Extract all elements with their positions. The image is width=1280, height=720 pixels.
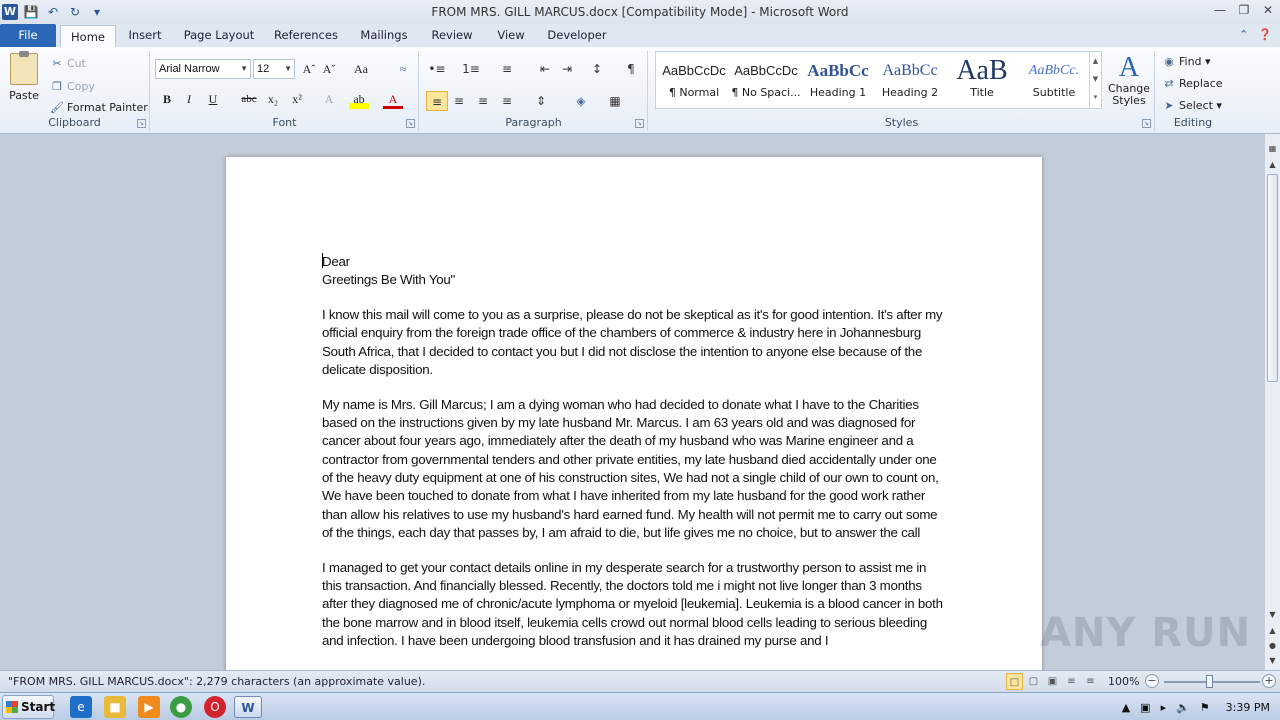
style-heading-2-sample: AaBbCc (882, 62, 938, 79)
ribbon-right-icons (1239, 28, 1272, 41)
full-screen-reading-icon[interactable]: ▢ (1028, 676, 1039, 687)
style-normal-label: ¶ Normal (668, 86, 720, 99)
italic-icon[interactable]: I (187, 92, 191, 106)
chevron-up-icon[interactable]: ▲ (1092, 57, 1099, 65)
word-app-icon[interactable]: W (3, 5, 17, 18)
chevron-down-icon: ▼ (284, 64, 292, 73)
clock[interactable]: 3:39 PM (1225, 700, 1270, 714)
borders-icon[interactable]: ▦ (609, 94, 621, 108)
window-title: FROM MRS. GILL MARCUS.docx [Compatibility Mode] - Microsoft Word (431, 5, 849, 19)
clipboard-group (0, 51, 150, 131)
system-tray (1122, 693, 1280, 720)
style-no-spacing-label: ¶ No Spaci... (731, 86, 801, 99)
style-title-sample: AaB (956, 55, 1008, 86)
bold-icon[interactable]: B (162, 92, 171, 106)
copy-button[interactable] (50, 80, 95, 93)
network-icon[interactable]: ▣ (1140, 700, 1151, 714)
align-right-icon[interactable]: ≡ (477, 94, 489, 108)
sort-icon[interactable]: ↕ (591, 62, 603, 76)
style-heading-1-sample: AaBbCc (807, 61, 869, 80)
font-group (151, 51, 419, 131)
minimize-ribbon-icon[interactable]: ⌃ (1239, 28, 1249, 41)
styles-group-label: Styles (884, 116, 919, 129)
media-player-icon[interactable]: ▶ (138, 696, 160, 718)
style-heading-2[interactable] (874, 54, 946, 108)
paragraph-group (420, 51, 648, 131)
font-color-icon[interactable]: A (383, 89, 403, 109)
paste-label: Paste (9, 89, 39, 102)
style-subtitle-label: Subtitle (1032, 86, 1076, 99)
change-case-icon[interactable]: Aa (354, 62, 368, 76)
find-button[interactable]: ◉ Find ▾ (1162, 55, 1211, 68)
clipboard-group-label: Clipboard (48, 116, 101, 129)
align-center-icon[interactable]: ≡ (453, 94, 465, 108)
status-bar (0, 670, 1280, 692)
grow-font-icon[interactable]: Aˆ (302, 62, 316, 76)
ruler-toggle-icon[interactable]: ▦ (1268, 144, 1277, 153)
chevron-down-icon: ▼ (240, 64, 248, 73)
tab-review[interactable]: Review (431, 28, 473, 42)
title-bar (0, 0, 1280, 24)
font-launcher-icon[interactable]: ↘ (407, 120, 414, 127)
clipboard-launcher-icon[interactable]: ↘ (138, 120, 145, 127)
ribbon-tabs (0, 24, 1280, 47)
select-button[interactable]: ➤ Select ▾ (1162, 99, 1222, 112)
change-styles-button[interactable] (1106, 53, 1152, 107)
font-name-combo[interactable] (155, 59, 251, 79)
subscript-icon[interactable]: x₂ (267, 92, 279, 106)
greeting-line: Greetings Be With You" (322, 272, 456, 288)
taskbar (0, 692, 1280, 720)
clear-formatting-icon[interactable]: ≈ (399, 62, 407, 76)
multilevel-list-icon[interactable]: ≡ (501, 62, 513, 76)
view-buttons (1006, 673, 1099, 690)
save-icon[interactable]: 💾 (23, 5, 39, 19)
tab-insert[interactable]: Insert (128, 28, 162, 42)
style-no-spacing[interactable] (730, 54, 802, 108)
shrink-font-icon[interactable]: Aˇ (322, 62, 336, 76)
style-heading-1[interactable] (802, 54, 874, 108)
tab-developer[interactable]: Developer (547, 28, 607, 42)
editing-group (1156, 51, 1230, 131)
undo-icon[interactable]: ↶ (47, 5, 59, 19)
tab-page-layout[interactable]: Page Layout (183, 28, 255, 42)
style-subtitle-sample: AaBbCc. (1028, 63, 1080, 78)
select-label: Select (1179, 99, 1213, 112)
paste-icon (10, 53, 38, 85)
style-heading-2-label: Heading 2 (881, 86, 939, 99)
scissors-icon: ✂ (52, 57, 62, 70)
cursor-icon: ➤ (1164, 99, 1174, 112)
style-normal-sample: AaBbCcDc (662, 63, 726, 78)
chrome-icon[interactable]: ● (170, 696, 192, 718)
action-center-icon[interactable]: ▸ (1160, 700, 1167, 714)
style-heading-1-label: Heading 1 (809, 86, 867, 99)
document-area (0, 134, 1264, 670)
format-painter-button[interactable] (50, 101, 148, 114)
scroll-down-icon[interactable]: ▼ (1269, 610, 1276, 619)
text-effects-icon[interactable]: A (324, 92, 334, 106)
style-title-label: Title (970, 86, 994, 99)
style-normal[interactable] (658, 54, 730, 108)
styles-gallery (655, 51, 1102, 109)
scroll-up-icon[interactable]: ▲ (1269, 160, 1276, 169)
shading-icon[interactable]: ◈ (576, 94, 586, 108)
bullets-icon[interactable]: •≡ (428, 62, 446, 76)
zoom-slider-thumb[interactable] (1206, 675, 1213, 688)
line-spacing-icon[interactable]: ⇕ (535, 94, 547, 108)
styles-launcher-icon[interactable]: ↘ (1143, 120, 1150, 127)
paste-button[interactable] (6, 53, 42, 102)
numbering-icon[interactable]: 1≡ (462, 62, 480, 76)
tab-view[interactable]: View (497, 28, 525, 42)
redo-icon[interactable]: ↻ (69, 5, 81, 19)
change-styles-label: Change Styles (1107, 82, 1151, 107)
tab-home[interactable]: Home (60, 25, 116, 48)
font-size-combo[interactable] (253, 59, 295, 79)
browse-object-icon[interactable]: ● (1269, 641, 1276, 650)
font-name-value: Arial Narrow (159, 63, 220, 75)
replace-label: Replace (1179, 77, 1223, 90)
align-left-icon[interactable]: ≡ (426, 91, 448, 111)
justify-icon[interactable]: ≡ (501, 94, 513, 108)
chevron-down-icon[interactable]: ▼ (1092, 75, 1099, 83)
style-subtitle[interactable] (1018, 54, 1090, 108)
watermark: ANY RUN (1040, 610, 1252, 656)
close-icon[interactable]: ✕ (1262, 3, 1274, 17)
outline-icon[interactable]: ≡ (1067, 676, 1076, 687)
strikethrough-icon[interactable]: abc (241, 93, 257, 105)
print-layout-icon[interactable]: □ (1006, 673, 1023, 690)
superscript-icon[interactable]: x² (292, 92, 302, 106)
find-label: Find (1179, 55, 1202, 68)
scrollbar-thumb[interactable] (1267, 174, 1278, 382)
copy-label: Copy (67, 80, 95, 93)
internet-explorer-icon[interactable]: e (70, 696, 92, 718)
paragraph-2: My name is Mrs. Gill Marcus; I am a dying woman who had decided to donate what I have to the Charities based on the instructions given by my late husband Mr. Marcus. I am 63 years old and was diagnosed for cancer about four years ago, immediately after the death of my husband who was Marine engineer and a contractor from governmental tenders and other private entities, my late husband died accidentally under one of the heavy duty equipment at one of his construction sites, We had not a single child of our own to count on, We have been touched to donate from what I have inherited from my late husband for the good work rather than allow his relatives to use my husband's hard earned fund. My health will not permit me to carry out some of the things, each day that passes by, I am afraid to die, but life gives me no choice, but to answer the call (322, 396, 939, 540)
gallery-more-icon[interactable]: ▾ (1093, 93, 1098, 101)
change-styles-icon: A (1118, 52, 1140, 83)
web-layout-icon[interactable]: ▣ (1047, 676, 1058, 687)
format-painter-label: Format Painter (67, 101, 148, 114)
paragraph-group-label: Paragraph (505, 116, 562, 129)
gallery-scroll[interactable] (1089, 52, 1101, 108)
font-size-value: 12 (257, 63, 270, 75)
paragraph-3: I managed to get your contact details online in my desperate search for a trustworthy person to assist me in this transaction. And financially blessed. Recently, the doctors told me i might not live longer than 3 months after they diagnosed me of chronic/acute lymphoma or myeloid [leukemia]. Leukemia is a blood cancer in both the bone marrow and in blood itself, leukemia cells crowd out normal blood cells leading to serious bleeding and infection. I have been undergoing blood transfusion and it has drained my purse and I (322, 559, 943, 648)
highlight-icon[interactable]: ab (349, 89, 369, 109)
tray-expand-icon[interactable]: ▲ (1121, 700, 1131, 714)
zoom-out-icon[interactable]: − (1145, 674, 1159, 688)
brush-icon: 🖌 (50, 101, 64, 114)
document-body[interactable] (322, 253, 948, 650)
status-message: "FROM MRS. GILL MARCUS.docx": 2,279 characters (an approximate value). (8, 675, 426, 688)
zoom-level[interactable]: 100% (1108, 675, 1140, 688)
replace-icon: ⇄ (1164, 77, 1174, 90)
explorer-icon[interactable]: ■ (104, 696, 126, 718)
restore-icon[interactable]: ❐ (1238, 3, 1250, 17)
salutation: Dear (322, 254, 350, 269)
zoom-in-icon[interactable]: + (1262, 674, 1276, 688)
style-no-spacing-sample: AaBbCcDc (734, 63, 798, 78)
flag-icon[interactable]: ⚑ (1199, 700, 1210, 714)
font-group-label: Font (272, 116, 297, 129)
vertical-scrollbar[interactable] (1264, 134, 1280, 670)
cut-label: Cut (67, 57, 86, 70)
editing-group-label: Editing (1173, 116, 1213, 129)
copy-icon: ❐ (52, 80, 62, 93)
underline-icon[interactable]: U (208, 92, 218, 106)
minimize-icon[interactable]: — (1214, 3, 1226, 17)
next-page-icon[interactable]: ▼ (1269, 656, 1276, 665)
opera-icon[interactable]: O (204, 696, 226, 718)
help-icon[interactable]: ❓ (1258, 28, 1272, 41)
customize-qat-icon[interactable]: ▾ (93, 5, 101, 19)
tab-mailings[interactable]: Mailings (360, 28, 408, 42)
start-button[interactable]: Start (2, 695, 54, 719)
previous-page-icon[interactable]: ▲ (1269, 626, 1276, 635)
decrease-indent-icon[interactable]: ⇤ (539, 62, 551, 76)
binoculars-icon: ◉ (1164, 55, 1174, 68)
style-title[interactable] (946, 54, 1018, 108)
show-hide-icon[interactable]: ¶ (627, 62, 635, 76)
paragraph-1: I know this mail will come to you as a surprise, please do not be skeptical as it's for good intention. It's after my official enquiry from the foreign trade office of the chambers of commerce & industry here in Johannesburg South Africa, that I decided to contact you but I did not disclose the intention to anyone else because of the delicate disposition. (322, 307, 943, 377)
draft-icon[interactable]: ≡ (1086, 676, 1095, 687)
taskbar-word-icon[interactable]: W (234, 696, 262, 718)
increase-indent-icon[interactable]: ⇥ (561, 62, 573, 76)
paragraph-launcher-icon[interactable]: ↘ (636, 120, 643, 127)
document-page[interactable] (226, 157, 1042, 670)
cut-button[interactable] (50, 57, 86, 70)
tab-references[interactable]: References (274, 28, 338, 42)
window-controls (1212, 2, 1276, 18)
replace-button[interactable] (1162, 77, 1223, 90)
volume-icon[interactable]: 🔈 (1176, 700, 1190, 714)
ribbon (0, 47, 1280, 134)
tab-file[interactable]: File (0, 24, 56, 47)
